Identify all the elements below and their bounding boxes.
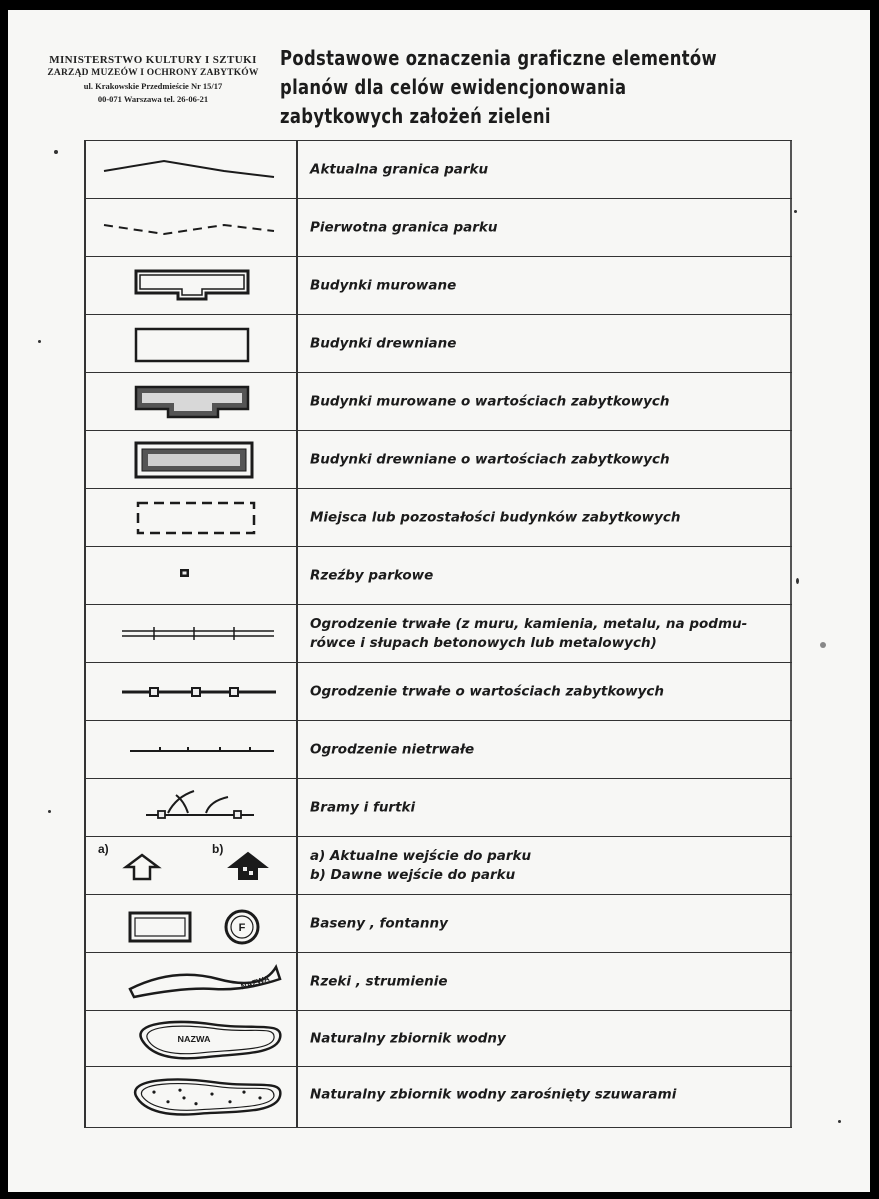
legend-label-line: Pierwotna granica parku	[310, 219, 498, 236]
legend-symbol-gate	[84, 779, 296, 837]
legend-label-line: Aktualna granica parku	[310, 161, 489, 178]
legend-row	[84, 952, 792, 1011]
legend-label-line: Rzeźby parkowe	[310, 567, 434, 584]
legend-row	[84, 1010, 792, 1067]
legend-label	[310, 509, 786, 528]
building-outline-dashed	[138, 503, 254, 533]
legend-row	[84, 140, 792, 199]
legend-row	[84, 546, 792, 605]
pool-outline	[130, 913, 190, 941]
paper-speck	[48, 810, 51, 813]
legend-symbol-entrance-arrows	[84, 837, 296, 895]
legend-label-line: Budynki murowane	[310, 277, 457, 294]
paper-speck	[796, 578, 799, 584]
legend-label-line: Miejsca lub pozostałości budynków zabytkowych	[310, 509, 681, 526]
legend-label	[310, 161, 786, 180]
legend-row	[84, 894, 792, 953]
legend-label-line: Naturalny zbiornik wodny zarośnięty szuwarami	[310, 1086, 677, 1103]
legend-label	[310, 683, 786, 702]
building-outline	[136, 329, 248, 361]
legend-symbol-historic-wooden-building	[84, 431, 296, 489]
pond-name-label: NAZWA	[177, 1034, 211, 1044]
legend-symbol-dashed-boundary-line	[84, 199, 296, 257]
legend-label	[310, 741, 786, 760]
boundary-line-dashed	[104, 225, 274, 234]
legend-symbol-permanent-fence	[84, 605, 296, 663]
legend-label-line: Ogrodzenie trwałe o wartościach zabytkowych	[310, 683, 665, 700]
variant-a-label: a)	[98, 842, 109, 856]
legend-label-line: Ogrodzenie trwałe (z muru, kamienia, metalu, na podmu-	[310, 616, 748, 632]
former-entrance-arrow	[230, 853, 266, 879]
legend-label-line: Bramy i furtki	[310, 799, 416, 816]
table-border-bottom	[84, 1127, 792, 1128]
paper-speck	[38, 340, 41, 343]
paper-speck	[54, 150, 58, 154]
legend-symbol-pond	[84, 1011, 296, 1067]
legend-row	[84, 372, 792, 431]
legend-symbol-historic-masonry-building	[84, 373, 296, 431]
legend-symbol-historic-fence	[84, 663, 296, 721]
institution-stamp	[36, 54, 270, 106]
legend-row	[84, 778, 792, 837]
legend-row	[84, 314, 792, 373]
legend-symbol-wooden-building	[84, 315, 296, 373]
document-title	[280, 44, 750, 131]
legend-label	[310, 567, 786, 586]
legend-label	[310, 451, 786, 470]
title-line: zabytkowych założeń zieleni	[280, 104, 551, 128]
legend-symbol-river	[84, 953, 296, 1011]
stamp-line: ZARZĄD MUZEÓW I OCHRONY ZABYTKÓW	[47, 68, 259, 78]
river-name-label: NAZWA	[239, 973, 271, 992]
stamp-line: ul. Krakowskie Przedmieście Nr 15/17	[83, 81, 223, 91]
legend-label	[310, 615, 786, 653]
legend-row	[84, 198, 792, 257]
legend-symbol-temporary-fence	[84, 721, 296, 779]
legend-label-line: Rzeki , strumienie	[310, 973, 448, 990]
legend-label-line: b) Dawne wejście do parku	[310, 867, 516, 883]
legend-row	[84, 488, 792, 547]
legend-row	[84, 430, 792, 489]
legend-symbol-masonry-building	[84, 257, 296, 315]
legend-label-line: Budynki drewniane o wartościach zabytkowych	[310, 451, 670, 468]
legend-label-line: Naturalny zbiornik wodny	[310, 1030, 506, 1047]
paper-speck	[794, 210, 797, 213]
legend-symbol-pool-fountain	[84, 895, 296, 953]
boundary-line	[104, 161, 274, 177]
legend-symbol-solid-boundary-line	[84, 141, 296, 199]
legend-row	[84, 662, 792, 721]
stamp-line: 00-071 Warszawa tel. 26-06-21	[97, 94, 209, 104]
paper-speck	[820, 642, 826, 648]
legend-row	[84, 836, 792, 895]
current-entrance-arrow	[126, 855, 158, 879]
paper-speck	[838, 1120, 841, 1123]
legend-symbol-sculpture	[84, 547, 296, 605]
legend-label	[310, 847, 786, 885]
legend-symbol-overgrown-pond	[84, 1067, 296, 1123]
stamp-line: MINISTERSTWO KULTURY I SZTUKI	[49, 54, 257, 66]
document-page	[8, 10, 870, 1192]
legend-label	[310, 915, 786, 934]
legend-row	[84, 604, 792, 663]
legend-row	[84, 720, 792, 779]
legend-label	[310, 973, 786, 992]
legend-label	[310, 393, 786, 412]
title-line: Podstawowe oznaczenia graficzne elementów	[280, 46, 718, 70]
legend-label-line: Budynki drewniane	[310, 335, 457, 352]
legend-label	[310, 335, 786, 354]
variant-b-label: b)	[212, 842, 224, 856]
legend-label	[310, 277, 786, 296]
title-line: planów dla celów ewidencjonowania	[280, 75, 627, 99]
legend-symbol-building-remains	[84, 489, 296, 547]
legend-label	[310, 799, 786, 818]
legend-label	[310, 219, 786, 238]
fountain-label: F	[238, 922, 246, 934]
legend-row	[84, 1066, 792, 1123]
legend-table	[84, 140, 792, 1128]
legend-label-line: Budynki murowane o wartościach zabytkowych	[310, 393, 670, 410]
legend-label-line: rówce i słupach betonowych lub metalowych)	[310, 635, 657, 651]
legend-label-line: a) Aktualne wejście do parku	[310, 848, 532, 864]
legend-label	[310, 1086, 786, 1105]
legend-label-line: Ogrodzenie nietrwałe	[310, 741, 475, 758]
legend-row	[84, 256, 792, 315]
legend-label	[310, 1030, 786, 1049]
legend-label-line: Baseny , fontanny	[310, 915, 448, 932]
